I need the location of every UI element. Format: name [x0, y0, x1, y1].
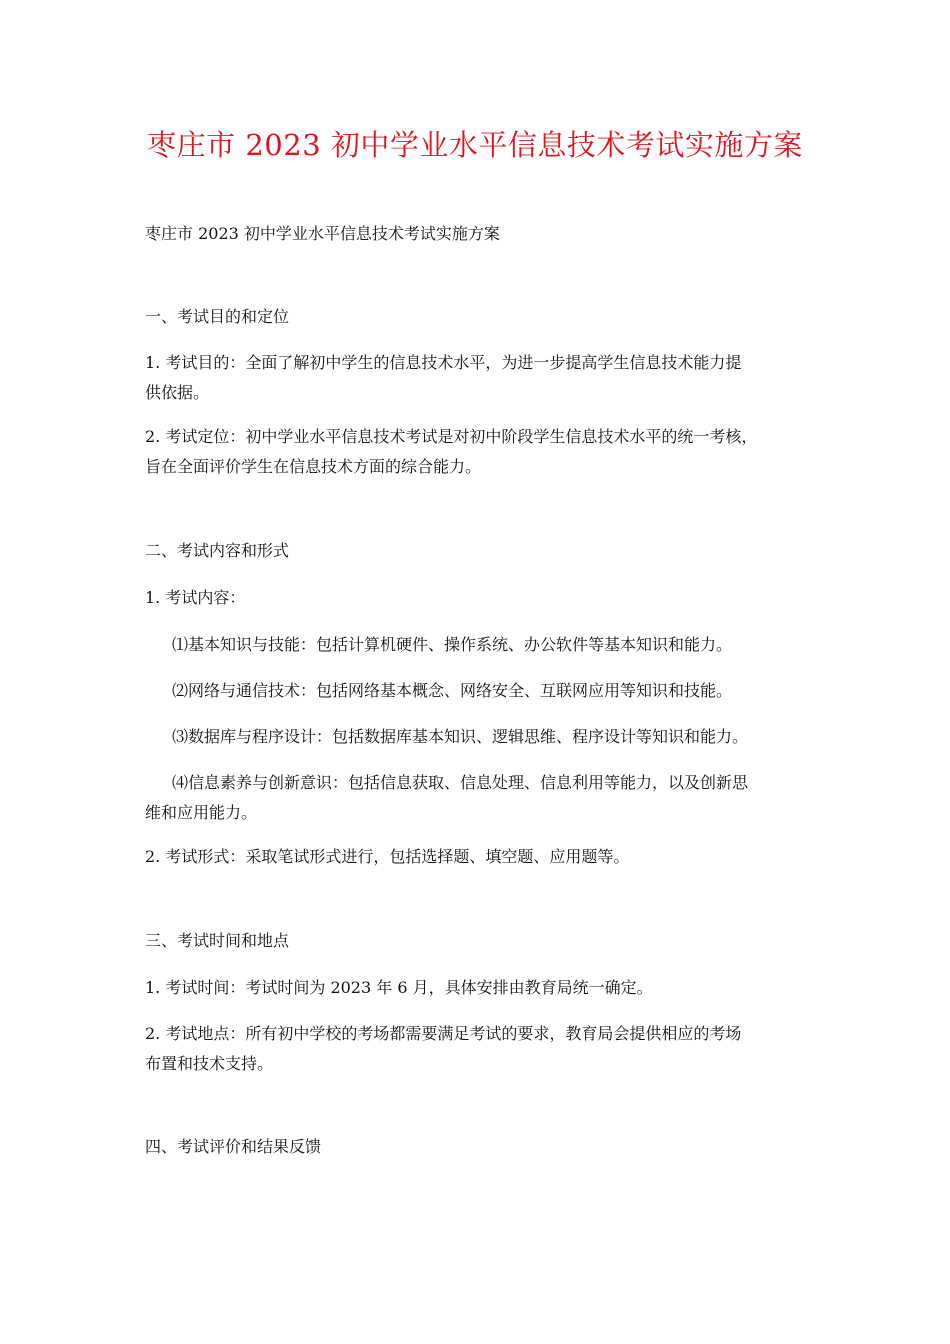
- section-4-heading: 四、考试评价和结果反馈: [145, 1137, 322, 1156]
- section-3-item-1: 1. 考试时间：考试时间为 2023 年 6 月，具体安排由教育局统一确定。: [145, 978, 653, 997]
- section-3-item-2: 2. 考试地点：所有初中学校的考场都需要满足考试的要求，教育局会提供相应的考场 布置和技术支持。: [145, 1024, 742, 1073]
- section-2-subitem-1: ⑴基本知识与技能：包括计算机硬件、操作系统、办公软件等基本知识和能力。: [172, 635, 733, 654]
- section-1-item-1: 1. 考试目的：全面了解初中学生的信息技术水平，为进一步提高学生信息技术能力提 供依据。: [145, 353, 742, 402]
- document-subtitle: 枣庄市 2023 初中学业水平信息技术考试实施方案: [145, 224, 500, 243]
- section-2-subitem-2: ⑵网络与通信技术：包括网络基本概念、网络安全、互联网应用等知识和技能。: [172, 681, 733, 700]
- section-2-item-1: 1. 考试内容：: [145, 588, 246, 607]
- section-2-subitem-4: ⑷信息素养与创新意识：包括信息获取、信息处理、信息利用等能力，以及创新思 维和应用能力。: [145, 773, 749, 822]
- section-2-item-2: 2. 考试形式：采取笔试形式进行，包括选择题、填空题、应用题等。: [145, 847, 630, 866]
- section-2-subitem-3: ⑶数据库与程序设计：包括数据库基本知识、逻辑思维、程序设计等知识和能力。: [172, 727, 749, 746]
- section-1-heading: 一、考试目的和定位: [145, 307, 290, 326]
- section-1-item-2: 2. 考试定位：初中学业水平信息技术考试是对初中阶段学生信息技术水平的统一考核， 旨在全面评价学生在信息技术方面的综合能力。: [145, 427, 758, 476]
- section-3-heading: 三、考试时间和地点: [145, 931, 290, 950]
- document-title: 枣庄市 2023 初中学业水平信息技术考试实施方案: [147, 128, 803, 162]
- section-2-heading: 二、考试内容和形式: [145, 541, 290, 560]
